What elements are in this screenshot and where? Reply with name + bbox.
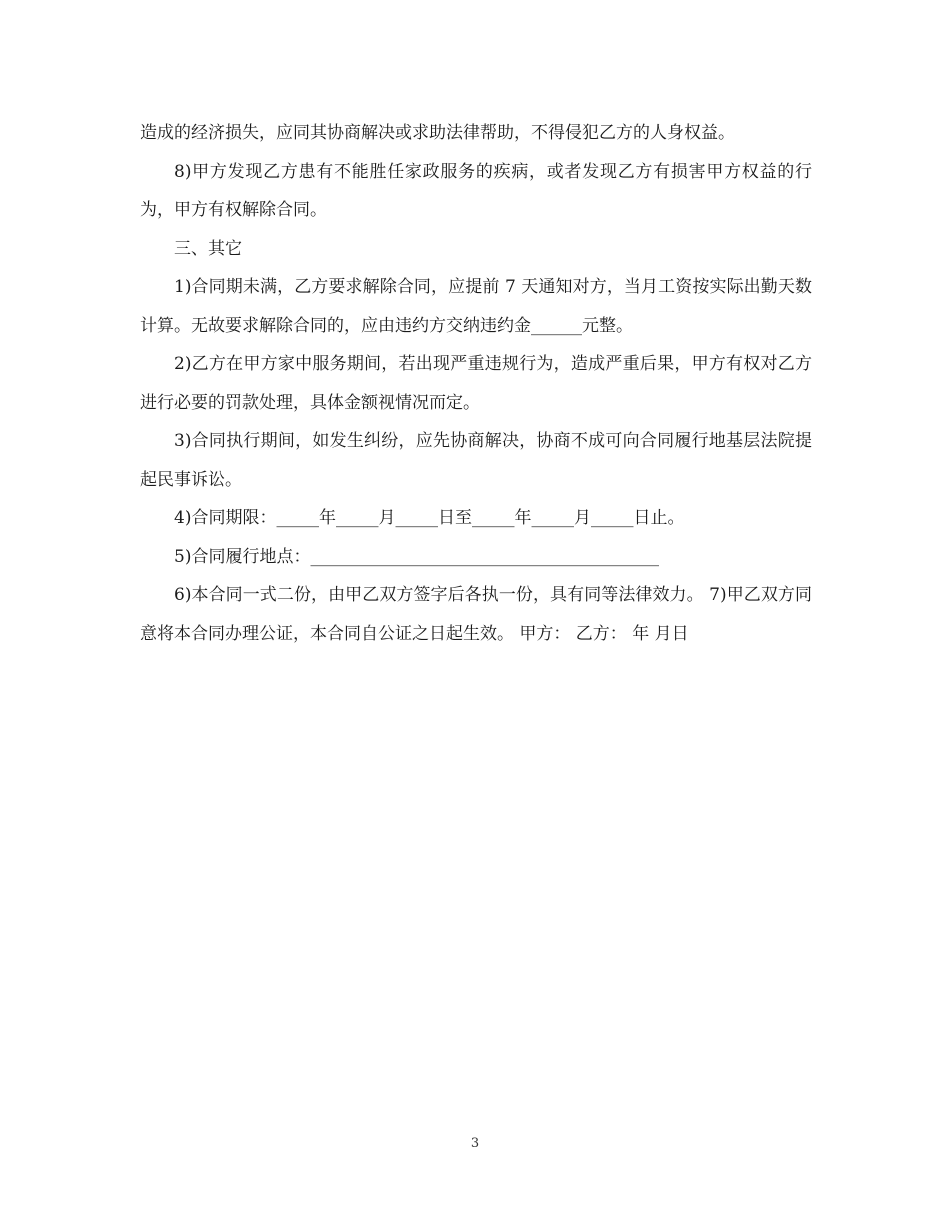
paragraph-other-1: 1)合同期未满，乙方要求解除合同，应提前 7 天通知对方，当月工资按实际出勤天数计算。无故要求解除合同的，应由违约方交纳违约金______元整。 [140, 277, 812, 336]
paragraph-other-3: 3)合同执行期间，如发生纠纷，应先协商解决，协商不成可向合同履行地基层法院提起民事诉讼。 [140, 431, 812, 490]
paragraph-clause-8: 8)甲方发现乙方患有不能胜任家政服务的疾病，或者发现乙方有损害甲方权益的行为，甲方有权解除合同。 [140, 161, 812, 220]
page-number: 3 [470, 1136, 480, 1151]
paragraph-continuation: 造成的经济损失，应同其协商解决或求助法律帮助，不得侵犯乙方的人身权益。 [140, 123, 735, 143]
paragraph-other-5-location: 5)合同履行地点：_________________________________________ [174, 546, 659, 567]
paragraph-other-2: 2)乙方在甲方家中服务期间，若出现严重违规行为，造成严重后果，甲方有权对乙方进行必要的罚款处理，具体金额视情况而定。 [140, 354, 812, 413]
section-heading-other: 三、其它 [174, 238, 242, 259]
paragraph-other-6-7-signatures: 6)本合同一式二份，由甲乙双方签字后各执一份，具有同等法律效力。 7)甲乙双方同意将本合同办理公证，本合同自公证之日起生效。 甲方： 乙方： 年 月日 [140, 585, 812, 644]
paragraph-other-4-term: 4)合同期限：_____年_____月_____日至_____年_____月_____日止。 [174, 508, 685, 528]
document-body [140, 114, 812, 653]
